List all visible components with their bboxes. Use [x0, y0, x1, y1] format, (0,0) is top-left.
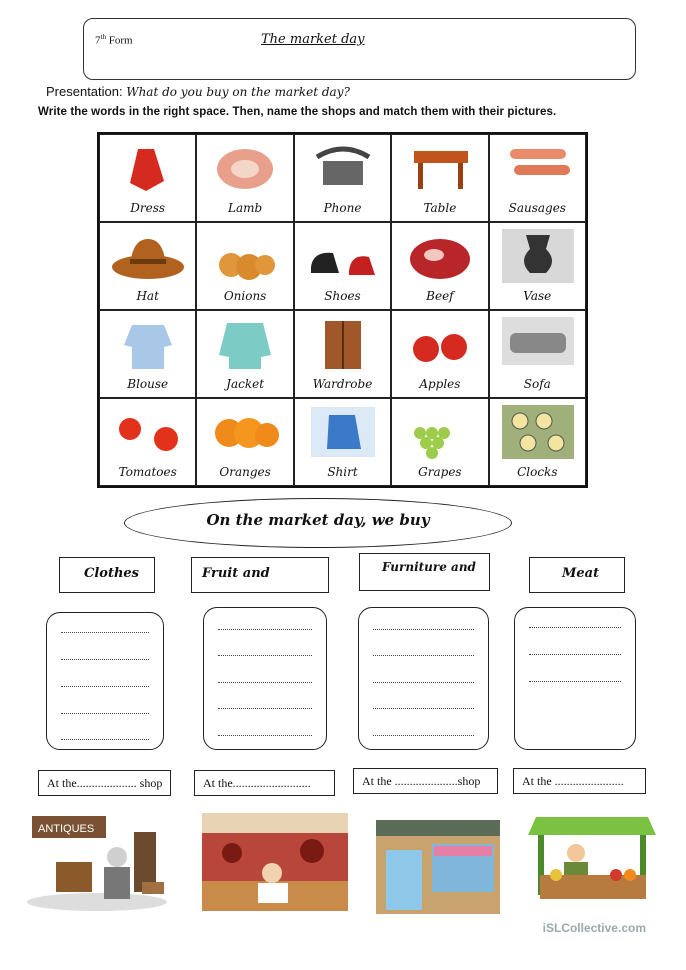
grid-cell-1-3 [391, 222, 488, 310]
grid-cell-2-4 [489, 310, 586, 398]
grid-word: Dress [130, 201, 166, 215]
grid-cell-2-0 [99, 310, 196, 398]
dress-icon [108, 139, 188, 197]
grid-cell-3-4 [489, 398, 586, 486]
grid-cell-1-1 [196, 222, 293, 310]
grid-word: Vase [523, 289, 552, 303]
category-furniture: Furniture and [359, 553, 490, 591]
grid-cell-3-1 [196, 398, 293, 486]
category-meat: Meat [529, 557, 625, 593]
grid-word: Beef [426, 289, 454, 303]
grid-cell-1-2 [294, 222, 391, 310]
svg-text:ANTIQUES: ANTIQUES [38, 823, 95, 835]
presentation-line: Presentation: What do you buy on the market day? [46, 84, 350, 99]
clocks-icon [498, 403, 578, 461]
header-box [83, 18, 636, 80]
grid-word: Shoes [324, 289, 361, 303]
shoes-icon [303, 227, 383, 285]
antique-shop-picture [22, 812, 172, 912]
grid-word: Phone [323, 201, 362, 215]
writing-box-fruit[interactable] [203, 607, 327, 750]
wardrobe-icon [303, 315, 383, 373]
grid-cell-1-0 [99, 222, 196, 310]
blouse-icon [108, 315, 188, 373]
jacket-icon [205, 315, 285, 373]
grid-cell-3-0 [99, 398, 196, 486]
grid-word: Apples [419, 377, 461, 391]
writing-box-clothes[interactable] [46, 612, 164, 750]
watermark: iSLCollective.com [542, 921, 646, 935]
shop-line-4[interactable]: At the ....................... [513, 768, 646, 794]
category-fruit: Fruit and [191, 557, 329, 593]
grid-word: Sofa [523, 377, 551, 391]
hat-icon [108, 227, 188, 285]
form-label: 7th Form [95, 33, 133, 47]
fruit-stall-picture [526, 813, 658, 907]
vase-icon [498, 227, 578, 285]
grid-cell-3-3 [391, 398, 488, 486]
grid-word: Tomatoes [118, 465, 177, 479]
grid-word: Shirt [327, 465, 358, 479]
grid-cell-2-2 [294, 310, 391, 398]
beef-icon [400, 227, 480, 285]
shop-line-1[interactable]: At the.................... shop [38, 770, 171, 796]
clothes-shop-picture [374, 820, 502, 914]
lamb-icon [205, 139, 285, 197]
grid-word: Lamb [228, 201, 263, 215]
writing-box-furniture[interactable] [358, 607, 489, 750]
grid-word: Clocks [517, 465, 558, 479]
grid-cell-0-4 [489, 134, 586, 222]
vocab-grid [97, 132, 588, 488]
grid-word: Blouse [127, 377, 169, 391]
grid-cell-2-3 [391, 310, 488, 398]
grid-cell-3-2 [294, 398, 391, 486]
shop-line-2[interactable]: At the.......................... [194, 770, 335, 796]
shirt-icon [303, 403, 383, 461]
phone-icon [303, 139, 383, 197]
table-icon [400, 139, 480, 197]
grid-word: Sausages [508, 201, 566, 215]
sofa-icon [498, 315, 578, 373]
shop-line-3[interactable]: At the .....................shop [353, 768, 498, 794]
grid-word: Oranges [219, 465, 271, 479]
tomatoes-icon [108, 403, 188, 461]
grid-word: Table [423, 201, 457, 215]
apples-icon [400, 315, 480, 373]
grid-cell-0-1 [196, 134, 293, 222]
sausages-icon [498, 139, 578, 197]
grid-cell-0-3 [391, 134, 488, 222]
worksheet-title: The market day [261, 32, 365, 47]
banner-text: On the market day, we buy [206, 511, 430, 529]
grid-word: Jacket [226, 377, 265, 391]
grapes-icon [400, 403, 480, 461]
butcher-shop-picture [202, 813, 348, 911]
grid-cell-1-4 [489, 222, 586, 310]
grid-word: Hat [136, 289, 159, 303]
grid-cell-2-1 [196, 310, 293, 398]
grid-cell-0-0 [99, 134, 196, 222]
onions-icon [205, 227, 285, 285]
grid-word: Grapes [418, 465, 462, 479]
grid-word: Wardrobe [312, 377, 373, 391]
grid-cell-0-2 [294, 134, 391, 222]
writing-box-meat[interactable] [514, 607, 636, 750]
category-clothes: Clothes [59, 557, 155, 593]
banner-ellipse [124, 498, 512, 548]
grid-word: Onions [223, 289, 267, 303]
oranges-icon [205, 403, 285, 461]
instruction: Write the words in the right space. Then, name the shops and match them with their pictures. [38, 106, 557, 118]
